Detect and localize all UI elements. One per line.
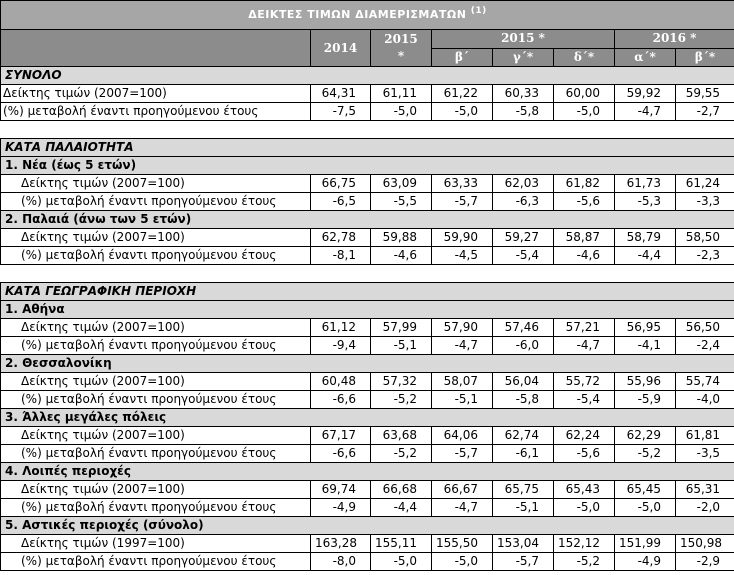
spacer-cell — [1, 265, 734, 283]
section-heading: ΚΑΤΑ ΠΑΛΑΙΟΤΗΤΑ — [1, 139, 734, 157]
value-cell: 153,04 — [493, 535, 554, 553]
row-label: Δείκτης τιμών (2007=100) — [1, 481, 311, 499]
row-label: (%) μεταβολή έναντι προηγούμενου έτους — [1, 247, 311, 265]
value-cell: 61,81 — [676, 427, 734, 445]
value-cell: 60,48 — [311, 373, 371, 391]
value-cell: -5,0 — [615, 499, 676, 517]
header-row-1 — [1, 30, 734, 49]
table-row — [1, 193, 734, 211]
spacer-cell — [1, 121, 734, 139]
value-cell: 69,74 — [311, 481, 371, 499]
value-cell: -5,1 — [371, 337, 432, 355]
title-footnote: (1) — [470, 6, 487, 16]
header-quarter: β΄ — [432, 48, 493, 67]
value-cell: -5,7 — [432, 445, 493, 463]
value-cell: -5,0 — [432, 553, 493, 571]
value-cell: 55,72 — [554, 373, 615, 391]
value-cell: -4,4 — [615, 247, 676, 265]
value-cell: 57,90 — [432, 319, 493, 337]
table-row — [1, 391, 734, 409]
value-cell: -4,9 — [615, 553, 676, 571]
section-heading-row — [1, 67, 734, 85]
table-row — [1, 481, 734, 499]
value-cell: -5,0 — [432, 103, 493, 121]
value-cell: -9,4 — [311, 337, 371, 355]
value-cell: -6,6 — [311, 391, 371, 409]
group-heading: 3. Άλλες μεγάλες πόλεις — [1, 409, 734, 427]
table-row — [1, 427, 734, 445]
header-group-2015: 2015 * — [432, 30, 615, 49]
value-cell: -5,4 — [493, 247, 554, 265]
value-cell: 57,46 — [493, 319, 554, 337]
value-cell: 152,12 — [554, 535, 615, 553]
group-heading-row — [1, 409, 734, 427]
value-cell: -5,2 — [615, 445, 676, 463]
header-blank — [1, 30, 311, 67]
row-label: (%) μεταβολή έναντι προηγούμενου έτους — [1, 553, 311, 571]
group-heading: 4. Λοιπές περιοχές — [1, 463, 734, 481]
value-cell: 61,11 — [371, 85, 432, 103]
value-cell: 59,88 — [371, 229, 432, 247]
value-cell: 61,12 — [311, 319, 371, 337]
value-cell: -4,6 — [554, 247, 615, 265]
value-cell: -4,6 — [371, 247, 432, 265]
value-cell: -4,9 — [311, 499, 371, 517]
group-heading-row — [1, 301, 734, 319]
value-cell: -5,2 — [371, 391, 432, 409]
value-cell: -5,0 — [371, 103, 432, 121]
value-cell: 58,50 — [676, 229, 734, 247]
group-heading-row — [1, 157, 734, 175]
value-cell: -6,3 — [493, 193, 554, 211]
value-cell: 55,74 — [676, 373, 734, 391]
row-label: Δείκτης τιμών (2007=100) — [1, 85, 311, 103]
value-cell: -5,7 — [493, 553, 554, 571]
group-heading: 1. Αθήνα — [1, 301, 734, 319]
value-cell: -5,0 — [554, 499, 615, 517]
value-cell: -3,3 — [676, 193, 734, 211]
value-cell: 151,99 — [615, 535, 676, 553]
value-cell: -5,7 — [432, 193, 493, 211]
value-cell: 62,29 — [615, 427, 676, 445]
value-cell: 63,09 — [371, 175, 432, 193]
value-cell: 64,06 — [432, 427, 493, 445]
header-group-2016: 2016 * — [615, 30, 734, 49]
spacer-row — [1, 121, 734, 139]
table-row — [1, 373, 734, 391]
value-cell: 58,79 — [615, 229, 676, 247]
value-cell: -6,1 — [493, 445, 554, 463]
table-row — [1, 103, 734, 121]
value-cell: -6,0 — [493, 337, 554, 355]
value-cell: 57,21 — [554, 319, 615, 337]
value-cell: -6,5 — [311, 193, 371, 211]
value-cell: -4,0 — [676, 391, 734, 409]
header-2014: 2014 — [311, 30, 371, 67]
value-cell: 63,33 — [432, 175, 493, 193]
section-heading: ΣΥΝΟΛΟ — [1, 67, 734, 85]
group-heading: 2. Παλαιά (άνω των 5 ετών) — [1, 211, 734, 229]
value-cell: 66,67 — [432, 481, 493, 499]
group-heading-row — [1, 211, 734, 229]
value-cell: 62,78 — [311, 229, 371, 247]
value-cell: -4,4 — [371, 499, 432, 517]
row-label: (%) μεταβολή έναντι προηγούμενου έτους — [1, 103, 311, 121]
section-heading: ΚΑΤΑ ΓΕΩΓΡΑΦΙΚΗ ΠΕΡΙΟΧΗ — [1, 283, 734, 301]
value-cell: 58,87 — [554, 229, 615, 247]
header-quarter: γ΄* — [493, 48, 554, 67]
group-heading-row — [1, 517, 734, 535]
table-row — [1, 247, 734, 265]
value-cell: -4,7 — [554, 337, 615, 355]
value-cell: -5,0 — [371, 553, 432, 571]
header-quarter: β΄* — [676, 48, 734, 67]
value-cell: 56,50 — [676, 319, 734, 337]
row-label: Δείκτης τιμών (2007=100) — [1, 175, 311, 193]
value-cell: -5,0 — [554, 103, 615, 121]
value-cell: -5,3 — [615, 193, 676, 211]
row-label: (%) μεταβολή έναντι προηγούμενου έτους — [1, 193, 311, 211]
value-cell: 61,82 — [554, 175, 615, 193]
title-text: ΔΕΙΚΤΕΣ ΤΙΜΩΝ ΔΙΑΜΕΡΙΣΜΑΤΩΝ — [248, 8, 467, 21]
value-cell: 62,24 — [554, 427, 615, 445]
value-cell: 57,32 — [371, 373, 432, 391]
value-cell: -4,1 — [615, 337, 676, 355]
value-cell: 62,03 — [493, 175, 554, 193]
value-cell: -5,6 — [554, 445, 615, 463]
value-cell: -4,7 — [432, 499, 493, 517]
value-cell: -2,0 — [676, 499, 734, 517]
table-row — [1, 553, 734, 571]
value-cell: 55,96 — [615, 373, 676, 391]
table-row — [1, 445, 734, 463]
value-cell: 62,74 — [493, 427, 554, 445]
value-cell: 59,27 — [493, 229, 554, 247]
value-cell: -5,5 — [371, 193, 432, 211]
value-cell: 163,28 — [311, 535, 371, 553]
value-cell: -2,7 — [676, 103, 734, 121]
row-label: Δείκτης τιμών (2007=100) — [1, 229, 311, 247]
section-heading-row — [1, 283, 734, 301]
row-label: (%) μεταβολή έναντι προηγούμενου έτους — [1, 499, 311, 517]
value-cell: -8,0 — [311, 553, 371, 571]
row-label: Δείκτης τιμών (2007=100) — [1, 427, 311, 445]
value-cell: 58,07 — [432, 373, 493, 391]
value-cell: -8,1 — [311, 247, 371, 265]
value-cell: 65,75 — [493, 481, 554, 499]
group-heading-row — [1, 355, 734, 373]
value-cell: -7,5 — [311, 103, 371, 121]
header-2015 — [371, 30, 432, 67]
value-cell: 56,04 — [493, 373, 554, 391]
value-cell: -2,9 — [676, 553, 734, 571]
value-cell: 59,92 — [615, 85, 676, 103]
value-cell: 64,31 — [311, 85, 371, 103]
value-cell: 66,75 — [311, 175, 371, 193]
value-cell: 61,73 — [615, 175, 676, 193]
table-row — [1, 535, 734, 553]
value-cell: -5,8 — [493, 103, 554, 121]
value-cell: -2,3 — [676, 247, 734, 265]
row-label: Δείκτης τιμών (2007=100) — [1, 373, 311, 391]
value-cell: 61,24 — [676, 175, 734, 193]
table-row — [1, 175, 734, 193]
table-title — [1, 1, 734, 30]
row-label: (%) μεταβολή έναντι προηγούμενου έτους — [1, 391, 311, 409]
section-heading-row — [1, 139, 734, 157]
value-cell: -6,6 — [311, 445, 371, 463]
value-cell: 65,31 — [676, 481, 734, 499]
value-cell: -5,9 — [615, 391, 676, 409]
header-2015-star: * — [397, 49, 405, 63]
header-quarter: α΄* — [615, 48, 676, 67]
value-cell: 65,45 — [615, 481, 676, 499]
table-row — [1, 499, 734, 517]
value-cell: -5,8 — [493, 391, 554, 409]
value-cell: 150,98 — [676, 535, 734, 553]
value-cell: -5,2 — [371, 445, 432, 463]
value-cell: -2,4 — [676, 337, 734, 355]
value-cell: 61,22 — [432, 85, 493, 103]
value-cell: 65,43 — [554, 481, 615, 499]
group-heading: 5. Αστικές περιοχές (σύνολο) — [1, 517, 734, 535]
value-cell: -4,7 — [615, 103, 676, 121]
table-row — [1, 85, 734, 103]
value-cell: 59,55 — [676, 85, 734, 103]
row-label: (%) μεταβολή έναντι προηγούμενου έτους — [1, 337, 311, 355]
header-quarter: δ΄* — [554, 48, 615, 67]
row-label: Δείκτης τιμών (2007=100) — [1, 319, 311, 337]
table-row — [1, 319, 734, 337]
value-cell: 155,11 — [371, 535, 432, 553]
value-cell: 66,68 — [371, 481, 432, 499]
row-label: Δείκτης τιμών (1997=100) — [1, 535, 311, 553]
title-row — [1, 1, 734, 30]
header-2015-year: 2015 — [384, 32, 418, 46]
value-cell: -5,1 — [432, 391, 493, 409]
value-cell: 59,90 — [432, 229, 493, 247]
group-heading-row — [1, 463, 734, 481]
value-cell: -3,5 — [676, 445, 734, 463]
value-cell: 63,68 — [371, 427, 432, 445]
value-cell: 155,50 — [432, 535, 493, 553]
value-cell: 60,33 — [493, 85, 554, 103]
value-cell: -5,2 — [554, 553, 615, 571]
value-cell: -4,7 — [432, 337, 493, 355]
table-row — [1, 229, 734, 247]
value-cell: 60,00 — [554, 85, 615, 103]
row-label: (%) μεταβολή έναντι προηγούμενου έτους — [1, 445, 311, 463]
value-cell: -5,4 — [554, 391, 615, 409]
value-cell: -5,6 — [554, 193, 615, 211]
table-row — [1, 337, 734, 355]
group-heading: 1. Νέα (έως 5 ετών) — [1, 157, 734, 175]
spacer-row — [1, 265, 734, 283]
value-cell: 56,95 — [615, 319, 676, 337]
value-cell: 67,17 — [311, 427, 371, 445]
group-heading: 2. Θεσσαλονίκη — [1, 355, 734, 373]
value-cell: -5,1 — [493, 499, 554, 517]
value-cell: -4,5 — [432, 247, 493, 265]
table-body — [1, 1, 734, 571]
value-cell: 57,99 — [371, 319, 432, 337]
